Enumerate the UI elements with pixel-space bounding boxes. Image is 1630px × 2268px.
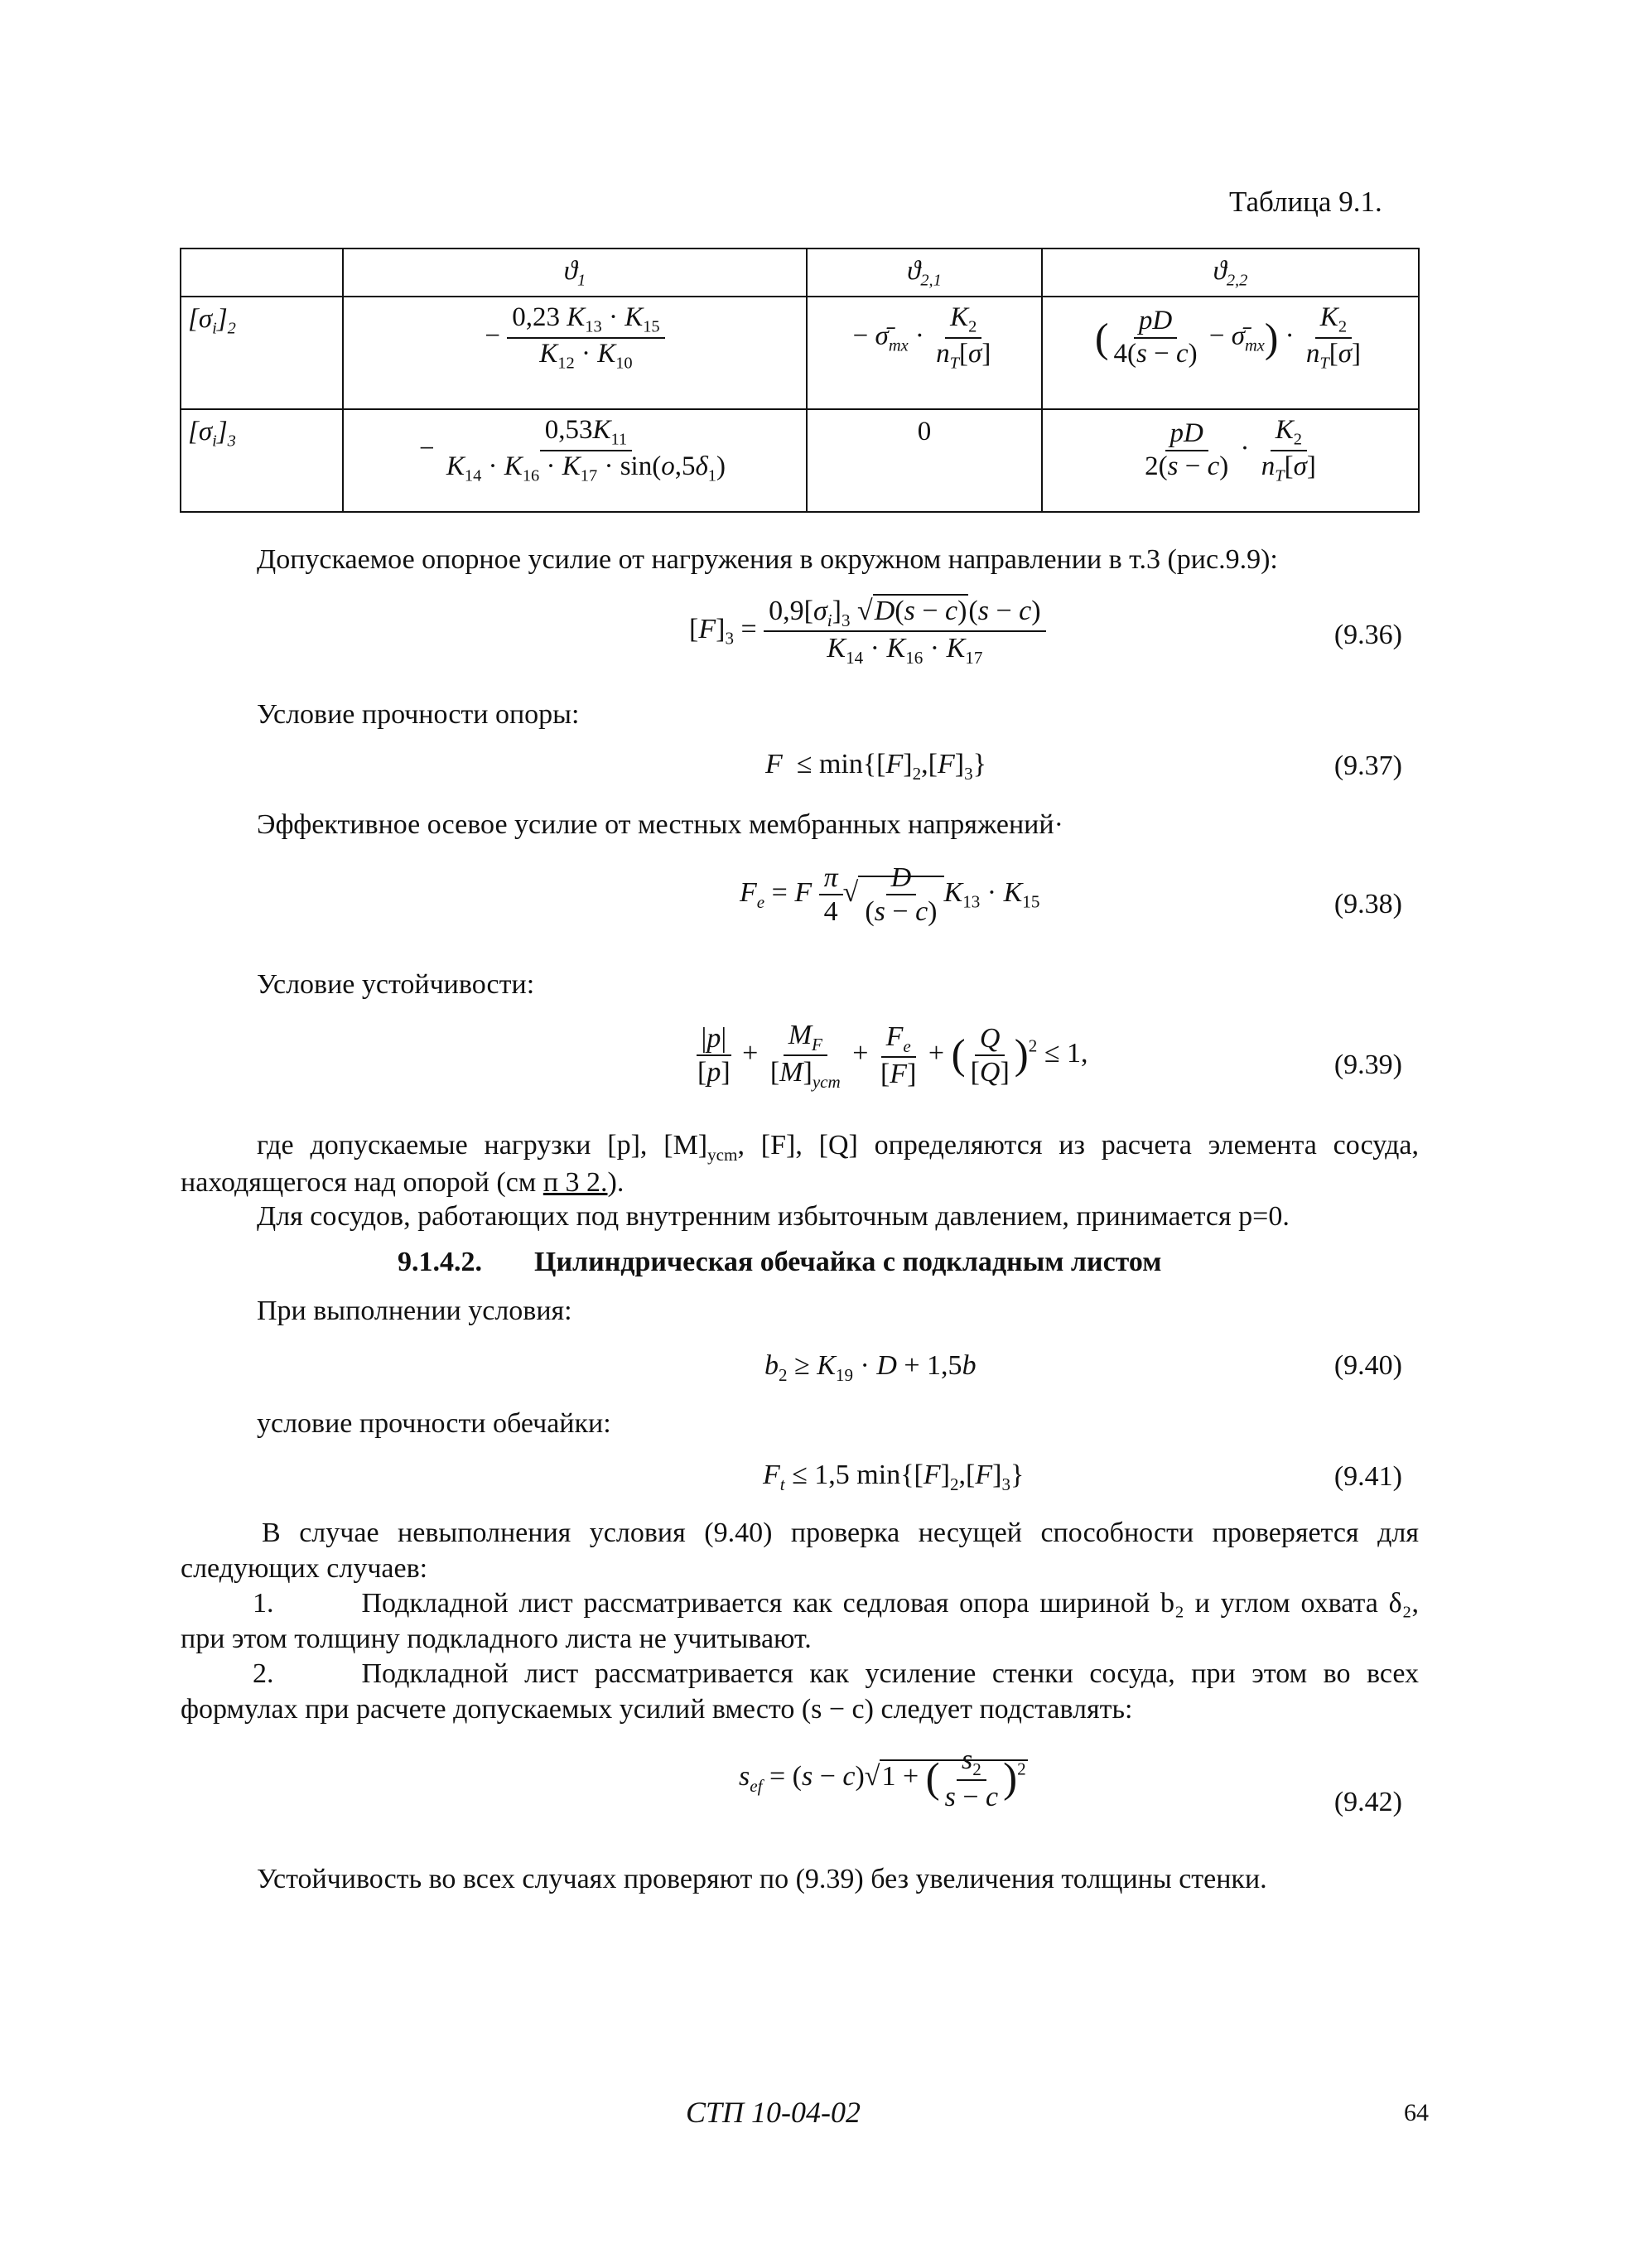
header-cell-empty	[181, 249, 343, 297]
equation-9-37: $F \le \min\{[F]_2,[F]_3\}$	[765, 749, 986, 784]
equation-9-40: $b_2 \ge K_{19} \cdot D + 1,5b$	[764, 1350, 977, 1385]
header-cell-theta21: $ϑ_{2,1}$	[807, 249, 1042, 297]
list-item-1: 1. Подкладной лист рассматривается как седловая опора шириной b₂ и углом охвата δ₂, при этом толщину подкладного листа не учитывают.	[181, 1588, 1419, 1654]
table-cell-zero: 0	[807, 409, 1042, 512]
row-label-sigma-2: $[\sigma_i]_2$	[181, 297, 343, 409]
table-9-1	[180, 248, 1420, 513]
section-number: 9.1.4.2.	[398, 1247, 482, 1277]
formula-cell: $\frac{pD}{2(s - c)}$ · $\frac{K_2}{n_T[\sigma]}$	[1042, 409, 1419, 512]
page-number: 64	[1404, 2099, 1429, 2126]
table-header-row	[181, 249, 1419, 297]
header-cell-theta22: $ϑ_{2,2}$	[1042, 249, 1419, 297]
equation-9-41: $F_t \le 1,5$ $\min\{[F]_2,[F]_3\}$	[763, 1460, 1025, 1494]
equation-number: (9.37)	[1333, 750, 1402, 781]
list-item-2: 2. Подкладной лист рассматривается как усиление стенки сосуда, при этом во всех формулах при расчете допускаемых усилий вместо (s − c) следует подставлять:	[181, 1658, 1419, 1725]
section-title: Цилиндрическая обечайка с подкладным листом	[534, 1247, 1162, 1277]
equation-9-38: $F_e = F$ $\frac{\pi}{4}$ √ $\frac{D}{(s - c)}$ $K_{13} \cdot K_{15}$	[740, 862, 1040, 928]
paragraph: Эффективное осевое усилие от местных мембранных напряжений·	[257, 809, 1063, 840]
equation-9-39: $\frac{|p|}{[p]}$ + $\frac{M_F}{[M]_{усm}}$ + $\frac{F_e}{[F]}$ + ( $\frac{Q}{[Q]}$ )$^2$ ≤ 1,	[697, 1020, 1088, 1092]
formula-cell: − $\sigmā_{mx}$ · $\frac{K_2}{n_T[\sigma]}$	[807, 297, 1042, 409]
paragraph: Устойчивость во всех случаях проверяют по (9.39) без увеличения толщины стенки.	[257, 1864, 1267, 1894]
section-link[interactable]: п 3 2.	[543, 1167, 608, 1199]
paragraph: Условие прочности опоры:	[257, 699, 580, 730]
paragraph: Условие устойчивости:	[257, 969, 535, 1000]
paragraph: В случае невыполнения условия (9.40) проверка несущей способности проверяется для следующих случаев:	[181, 1518, 1419, 1584]
paragraph: условие прочности обечайки:	[257, 1408, 611, 1439]
paragraph: При выполнении условия:	[257, 1296, 572, 1326]
paragraph: Допускаемое опорное усилие от нагружения в окружном направлении в т.3 (рис.9.9):	[257, 544, 1278, 575]
equation-number: (9.38)	[1333, 889, 1402, 919]
table-row	[181, 297, 1419, 409]
paragraph: Для сосудов, работающих под внутренним избыточным давлением, принимается p=0.	[257, 1201, 1290, 1232]
table-caption: Таблица 9.1.	[1229, 186, 1382, 218]
equation-number: (9.39)	[1333, 1050, 1402, 1080]
formula-cell: − $\frac{0,23 K_{13} \cdot K_{15}}{K_{12} \cdot K_{10}}$	[343, 297, 807, 409]
header-cell-theta1: $ϑ_1$	[343, 249, 807, 297]
formula-cell: − $\frac{0,53K_{11}}{K_{14} \cdot K_{16} \cdot K_{17} \cdot \sin(o,5\delta_1)}$	[343, 409, 807, 512]
equation-number: (9.40)	[1333, 1350, 1402, 1381]
paragraph: где допускаемые нагрузки [p], $[M]_{усm}$, [F], [Q] определяются из расчета элемента сосуда, находящегося над опорой (см п 3 2.).	[181, 1130, 1419, 1199]
equation-9-42: $s_{ef} = (s - c)√1$ + ( $\frac{s_2}{s - c}$ )$^2$	[739, 1744, 1026, 1813]
row-label-sigma-3: $[\sigma_i]_3$	[181, 409, 343, 512]
table-row	[181, 409, 1419, 512]
equation-9-36: $[F]_3$ = $\frac{0,9[\sigma_i]_3 √D(s - c)(s - c)}{K_{14} \cdot K_{16} \cdot K_{17}}$	[689, 595, 1046, 668]
footer-doc-code: СТП 10-04-02	[686, 2096, 861, 2129]
equation-number: (9.41)	[1333, 1461, 1402, 1492]
formula-cell: ( $\frac{pD}{4(s - c)}$ − $\sigmā_{mx}$) · $\frac{K_2}{n_T[\sigma]}$	[1042, 297, 1419, 409]
equation-number: (9.36)	[1333, 620, 1402, 650]
equation-number: (9.42)	[1333, 1787, 1402, 1817]
